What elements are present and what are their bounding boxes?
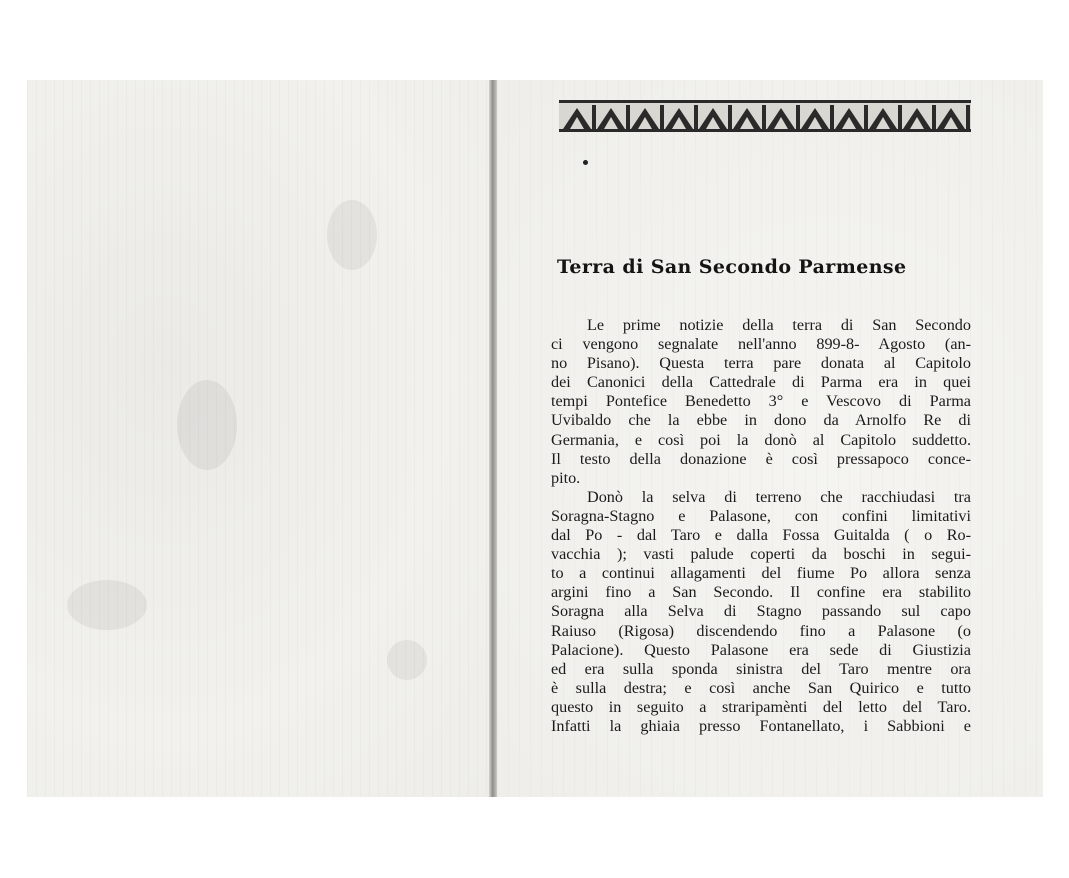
ornamental-border-band (559, 100, 971, 132)
text-line: Le prime notizie della terra di San Secondo (587, 316, 971, 334)
text-line: Uvibaldo che la ebbe in dono da Arnolfo Re di (551, 411, 971, 430)
right-page (497, 80, 1043, 797)
text-line: pito. (551, 468, 581, 487)
text-line: dal Po - dal Taro e dalla Fossa Guitalda ( o Ro- (551, 526, 971, 545)
text-line: Donò la selva di terreno che racchiudasi tra (587, 487, 971, 506)
text-line: Il testo della donazione è così pressapoco conce- (551, 449, 971, 468)
ink-dot (583, 160, 588, 165)
text-line: questo in seguito a straripamènti del letto del Taro. (551, 697, 971, 716)
text-line: Raiuso (Rigosa) discendendo fino a Palasone (o (551, 621, 971, 640)
page-title: Terra di San Secondo Parmense (557, 256, 907, 278)
paragraph-2 (551, 488, 971, 736)
text-line: ed era sulla sponda sinistra del Taro mentre ora (551, 659, 971, 678)
left-page-blank (27, 80, 489, 797)
scanned-spread (27, 80, 1043, 797)
text-line: è sulla destra; e così anche San Quirico e tutto (551, 678, 971, 697)
text-line: tempi Pontefice Benedetto 3° e Vescovo di Parma (551, 392, 971, 411)
body-text (551, 316, 971, 736)
text-line: no Pisano). Questa terra pare donata al Capitolo (551, 354, 971, 373)
text-line: ci vengono segnalate nell'anno 899-8- Agosto (an- (551, 335, 971, 354)
text-line: Palacione). Questo Palasone era sede di Giustizia (551, 640, 971, 659)
text-line: vacchia ); vasti palude coperti da boschi in segui- (551, 545, 971, 564)
book-gutter (489, 80, 497, 797)
text-line: Soragna alla Selva di Stagno passando sul capo (551, 602, 971, 621)
paragraph-1 (551, 316, 971, 488)
text-line: Infatti la ghiaia presso Fontanellato, i Sabbioni e (551, 716, 971, 735)
text-line: Soragna-Stagno e Palasone, con confini limitativi (551, 506, 971, 525)
text-line: Germania, e così poi la donò al Capitolo suddetto. (551, 430, 971, 449)
text-line: argini fino a San Secondo. Il confine era stabilito (551, 583, 971, 602)
text-line: to a continui allagamenti del fiume Po allora senza (551, 564, 971, 583)
text-line: dei Canonici della Cattedrale di Parma era in quei (551, 373, 971, 392)
